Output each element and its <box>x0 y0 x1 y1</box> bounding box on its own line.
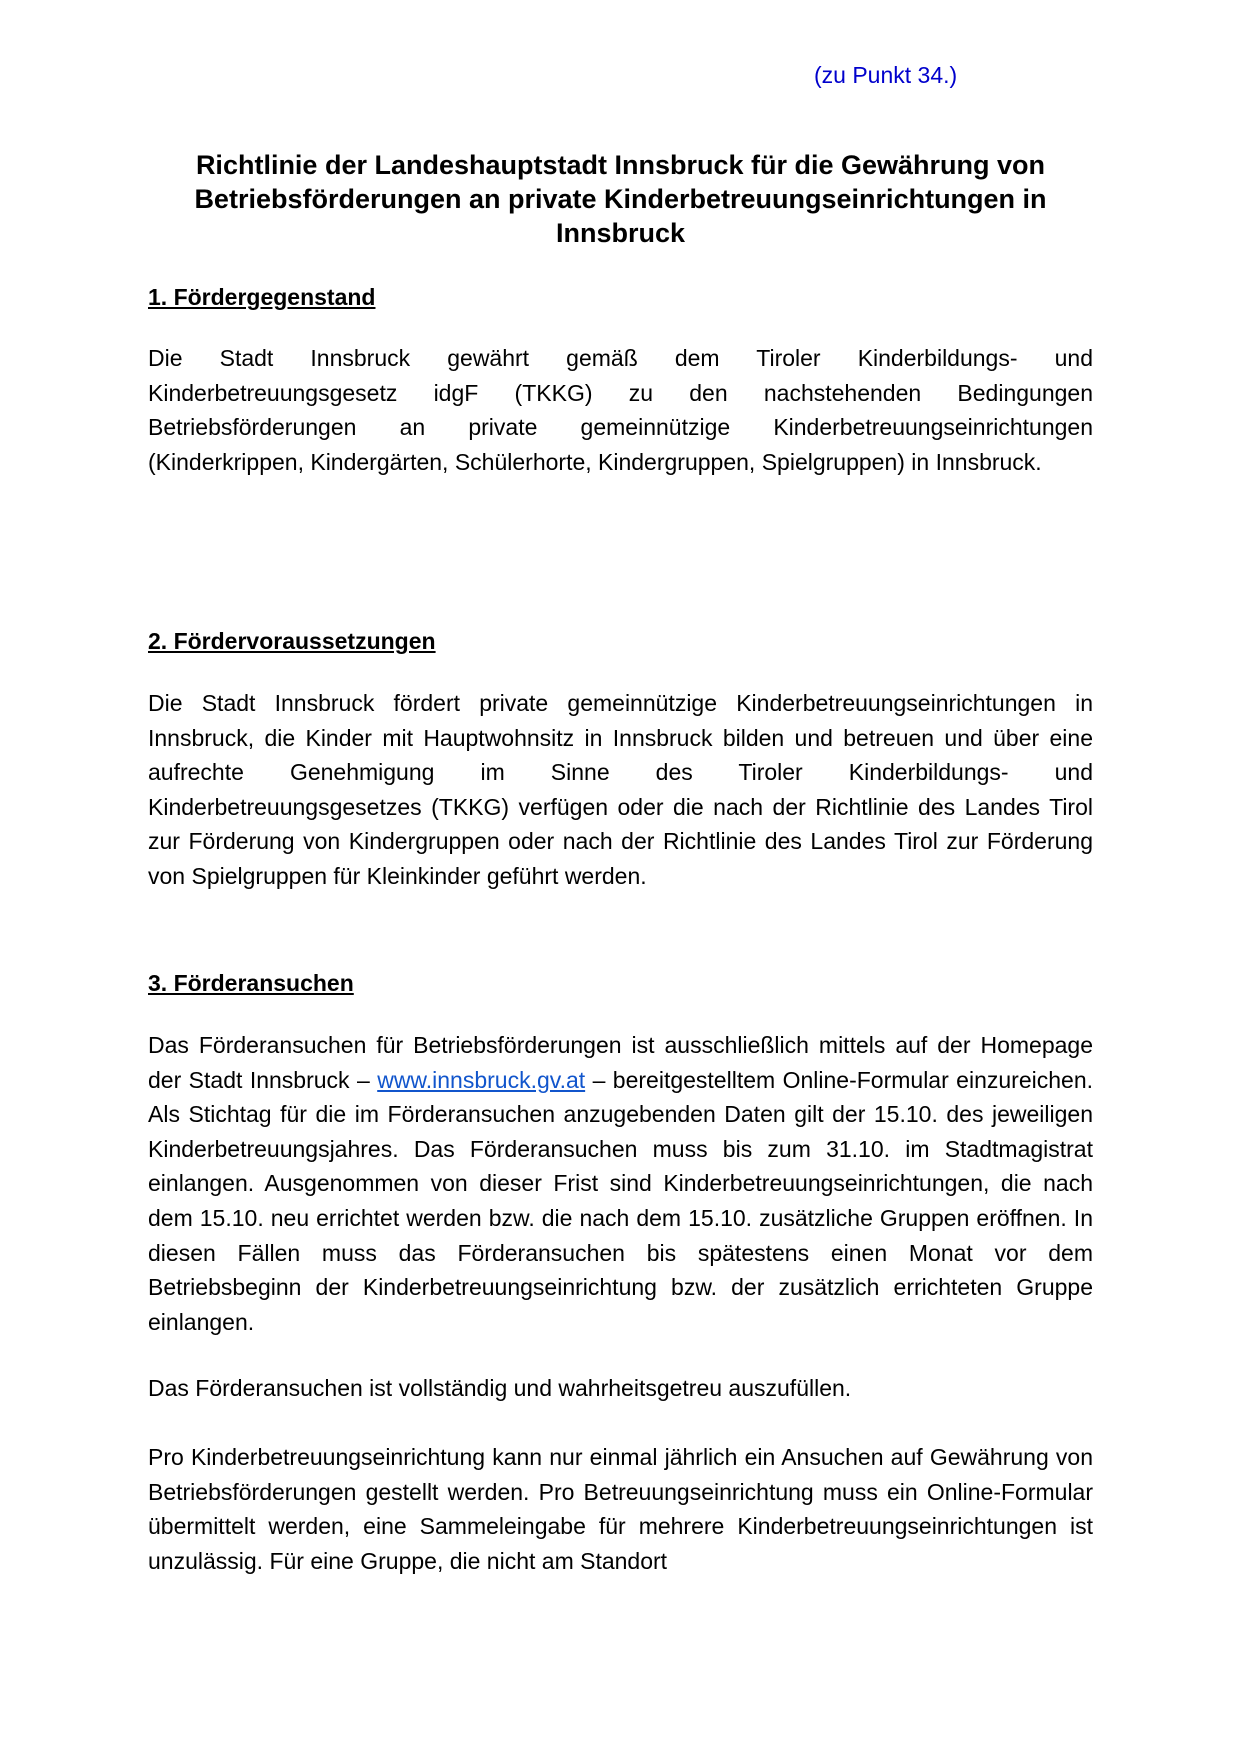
reference-note: (zu Punkt 34.) <box>814 62 958 88</box>
section-heading-2: 2. Fördervoraussetzungen <box>148 628 436 654</box>
paragraph-text: Das Förderansuchen für Betriebsförderungen ist ausschließlich mittels auf der Homepage der Stadt Innsbruck – <box>148 1032 1093 1093</box>
homepage-link[interactable]: www.innsbruck.gv.at <box>377 1066 586 1093</box>
paragraph-text: – bereitgestelltem Online-Formular einzureichen. Als Stichtag für die im Förderansuchen anzugebenden Daten gilt der 15.10. des jeweiligen Kinderbetreuungsjahres. Das Förderansuchen muss bis zum 31.10. im Stadtmagistrat einlangen. Ausgenommen von dieser Frist sind Kinderbetreuungseinrichtungen, die nach dem 15.10. neu errichtet werden bzw. die nach dem 15.10. zusätzliche Gruppen eröffnen. In diesen Fällen muss das Förderansuchen bis spätestens einen Monat vor dem Betriebsbeginn der Kinderbetreuungseinrichtung bzw. der zusätzlich errichteten Gruppe einlangen. <box>148 1066 1093 1335</box>
section-1-paragraph: Die Stadt Innsbruck gewährt gemäß dem Tiroler Kinderbildungs- und Kinderbetreuungsgesetz idgF (TKKG) zu den nachstehenden Bedingungen Betriebsförderungen an private gemeinnützige Kinderbetreuungseinrichtungen (Kinderkrippen, Kindergärten, Schülerhorte, Kindergruppen, Spielgruppen) in Innsbruck. <box>148 345 1093 475</box>
section-3-paragraph-3: Pro Kinderbetreuungseinrichtung kann nur einmal jährlich ein Ansuchen auf Gewährung von Betriebsförderungen gestellt werden. Pro Betreuungseinrichtung muss ein Online-Formular übermittelt werden, eine Sammeleingabe für mehrere Kinderbetreuungseinrichtungen ist unzulässig. Für eine Gruppe, die nicht am Standort <box>148 1444 1093 1574</box>
section-heading-3: 3. Förderansuchen <box>148 970 354 996</box>
section-2-paragraph: Die Stadt Innsbruck fördert private gemeinnützige Kinderbetreuungseinrichtungen in Innsbruck, die Kinder mit Hauptwohnsitz in Innsbruck bilden und betreuen und über eine aufrechte Genehmigung im Sinne des Tiroler Kinderbildungs- und Kinderbetreuungsgesetzes (TKKG) verfügen oder die nach der Richtlinie des Landes Tirol zur Förderung von Kindergruppen oder nach der Richtlinie des Landes Tirol zur Förderung von Spielgruppen für Kleinkinder geführt werden. <box>148 690 1093 889</box>
section-3-paragraph-2: Das Förderansuchen ist vollständig und wahrheitsgetreu auszufüllen. <box>148 1375 852 1401</box>
section-3-paragraph-1 <box>148 1028 1093 1339</box>
document-title: Richtlinie der Landeshauptstadt Innsbruck für die Gewährung von Betriebsförderungen an private Kinderbetreuungseinrichtungen in Innsbruck <box>194 150 1047 248</box>
section-heading-1: 1. Fördergegenstand <box>148 284 376 310</box>
